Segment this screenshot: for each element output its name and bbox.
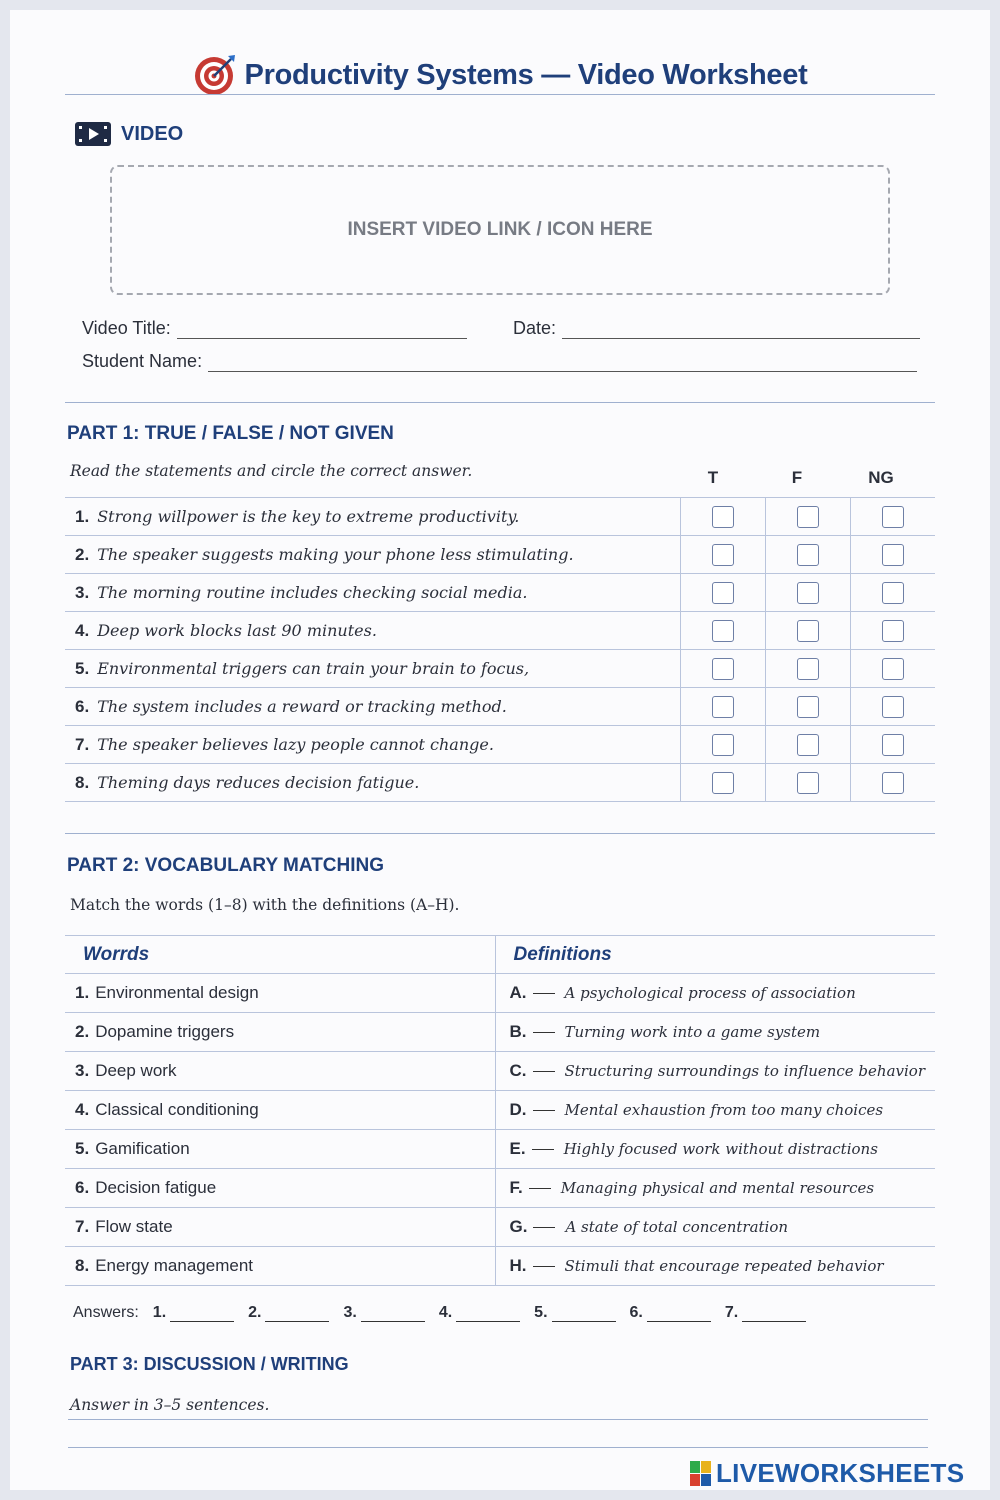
date-field xyxy=(513,318,920,339)
part2-instructions: Match the words (1–8) with the definitions (A–H). xyxy=(70,896,460,914)
answer-number: 1. xyxy=(152,1304,167,1321)
checkbox-true[interactable] xyxy=(712,506,734,528)
checkbox-false[interactable] xyxy=(797,582,819,604)
definition-blank[interactable] xyxy=(529,1188,551,1189)
answer-number: 2. xyxy=(248,1304,262,1321)
definition-letter: B. xyxy=(509,1022,527,1041)
word-text: Deep work xyxy=(95,1061,177,1080)
statement-row xyxy=(65,764,935,802)
statement-text: Strong willpower is the key to extreme productivity. xyxy=(97,506,520,526)
checkbox-false[interactable] xyxy=(797,696,819,718)
checkbox-not-given[interactable] xyxy=(882,658,904,680)
answer-blank[interactable] xyxy=(456,1308,520,1322)
word-text: Energy management xyxy=(95,1256,254,1275)
statement-number: 6. xyxy=(75,696,90,716)
checkbox-true[interactable] xyxy=(712,582,734,604)
words-column-header: Worrds xyxy=(65,936,495,974)
word-text: Flow state xyxy=(95,1217,173,1236)
answer-blank[interactable] xyxy=(170,1308,234,1322)
definition-text: Turning work into a game system xyxy=(564,1023,821,1041)
answer-item xyxy=(725,1304,806,1322)
answer-item xyxy=(343,1304,424,1322)
page-header xyxy=(10,50,990,100)
checkbox-not-given[interactable] xyxy=(882,734,904,756)
part3-title: PART 3: DISCUSSION / WRITING xyxy=(70,1354,349,1374)
vocabulary-matching-table xyxy=(65,935,935,1286)
word-number: 8. xyxy=(75,1256,90,1275)
video-title-label: Video Title: xyxy=(82,318,171,338)
statement-text: The morning routine includes checking social media. xyxy=(97,582,528,602)
checkbox-false[interactable] xyxy=(797,734,819,756)
answer-blank[interactable] xyxy=(647,1308,711,1322)
answers-row xyxy=(73,1304,806,1322)
answers-label: Answers: xyxy=(73,1304,139,1321)
definition-text: A psychological process of association xyxy=(564,984,856,1002)
word-text: Environmental design xyxy=(95,983,259,1002)
column-header-ng: NG xyxy=(868,468,894,487)
definition-blank[interactable] xyxy=(533,1266,555,1267)
answer-blank[interactable] xyxy=(265,1308,329,1322)
statement-row xyxy=(65,726,935,764)
definition-text: A state of total concentration xyxy=(565,1218,789,1236)
table-row xyxy=(65,1208,935,1247)
definition-letter: G. xyxy=(509,1217,528,1236)
answer-number: 4. xyxy=(438,1304,453,1321)
tfng-column-headers xyxy=(693,468,901,488)
definition-letter: C. xyxy=(509,1061,527,1080)
statement-text: The system includes a reward or tracking method. xyxy=(97,696,507,716)
word-text: Dopamine triggers xyxy=(95,1022,235,1041)
word-text: Decision fatigue xyxy=(95,1178,217,1197)
liveworksheets-logo xyxy=(690,1458,964,1489)
date-label: Date: xyxy=(513,318,557,338)
table-row xyxy=(65,1169,935,1208)
table-row xyxy=(65,1052,935,1091)
answer-number: 5. xyxy=(534,1304,548,1321)
definition-text: Managing physical and mental resources xyxy=(560,1179,875,1197)
video-title-blank[interactable] xyxy=(177,321,467,339)
video-label: VIDEO xyxy=(121,122,184,145)
checkbox-false[interactable] xyxy=(797,772,819,794)
table-header-row xyxy=(65,936,935,974)
checkbox-true[interactable] xyxy=(712,658,734,680)
definitions-column-header: Definitions xyxy=(495,936,935,974)
word-number: 6. xyxy=(75,1178,90,1197)
checkbox-false[interactable] xyxy=(797,658,819,680)
statement-row xyxy=(65,650,935,688)
definition-blank[interactable] xyxy=(533,1227,555,1228)
word-text: Gamification xyxy=(95,1139,190,1158)
checkbox-not-given[interactable] xyxy=(882,506,904,528)
page-title: Productivity Systems — Video Worksheet xyxy=(244,58,808,91)
student-name-blank[interactable] xyxy=(208,354,917,372)
checkbox-true[interactable] xyxy=(712,544,734,566)
part1-divider xyxy=(65,833,935,834)
date-blank[interactable] xyxy=(562,321,920,339)
definition-letter: H. xyxy=(509,1256,527,1275)
definition-blank[interactable] xyxy=(533,1071,555,1072)
header-divider xyxy=(65,94,935,95)
statement-text: The speaker believes lazy people cannot change. xyxy=(97,734,494,754)
part1-instructions: Read the statements and circle the correct answer. xyxy=(70,462,473,480)
answer-item xyxy=(630,1304,711,1322)
column-header-f: F xyxy=(791,468,803,487)
checkbox-false[interactable] xyxy=(797,544,819,566)
statement-row xyxy=(65,612,935,650)
writing-line[interactable] xyxy=(68,1419,928,1420)
definition-text: Structuring surroundings to influence behavior xyxy=(564,1062,925,1080)
statement-number: 2. xyxy=(75,544,90,564)
checkbox-not-given[interactable] xyxy=(882,696,904,718)
word-number: 3. xyxy=(75,1061,90,1080)
statement-text: Environmental triggers can train your brain to focus, xyxy=(97,658,530,678)
part3-instructions: Answer in 3–5 sentences. xyxy=(70,1396,270,1414)
definition-text: Highly focused work without distractions xyxy=(563,1140,878,1158)
table-row xyxy=(65,1013,935,1052)
answer-blank[interactable] xyxy=(552,1308,616,1322)
statement-row xyxy=(65,574,935,612)
word-text: Classical conditioning xyxy=(95,1100,259,1119)
video-section-label xyxy=(75,122,183,146)
student-name-field xyxy=(82,351,917,372)
answer-number: 7. xyxy=(724,1304,739,1321)
definition-text: Mental exhaustion from too many choices xyxy=(564,1101,884,1119)
part1-title: PART 1: TRUE / FALSE / NOT GIVEN xyxy=(67,423,394,444)
table-row xyxy=(65,1091,935,1130)
checkbox-true[interactable] xyxy=(712,696,734,718)
statement-row xyxy=(65,536,935,574)
liveworksheets-brand: LIVEWORKSHEETS xyxy=(716,1458,965,1488)
checkbox-true[interactable] xyxy=(712,620,734,642)
word-number: 7. xyxy=(75,1217,90,1236)
target-icon xyxy=(193,53,237,97)
video-title-field xyxy=(82,318,467,339)
checkbox-true[interactable] xyxy=(712,734,734,756)
definition-letter: E. xyxy=(509,1139,526,1158)
word-number: 2. xyxy=(75,1022,90,1041)
answer-item xyxy=(248,1304,329,1322)
video-placeholder-text: INSERT VIDEO LINK / ICON HERE xyxy=(347,219,653,240)
word-number: 4. xyxy=(75,1100,90,1119)
definition-letter: A. xyxy=(509,983,527,1002)
checkbox-false[interactable] xyxy=(797,620,819,642)
statement-row xyxy=(65,688,935,726)
statement-number: 8. xyxy=(75,772,90,792)
definition-blank[interactable] xyxy=(533,993,555,994)
statement-number: 7. xyxy=(75,734,90,754)
table-row xyxy=(65,1130,935,1169)
word-number: 5. xyxy=(75,1139,90,1158)
video-placeholder-box[interactable] xyxy=(110,165,890,295)
checkbox-true[interactable] xyxy=(712,772,734,794)
definition-blank[interactable] xyxy=(533,1032,555,1033)
checkbox-not-given[interactable] xyxy=(882,620,904,642)
table-row xyxy=(65,974,935,1013)
statement-text: The speaker suggests making your phone less stimulating. xyxy=(97,544,574,564)
answer-number: 6. xyxy=(629,1304,643,1321)
video-icon xyxy=(75,122,111,146)
statement-text: Deep work blocks last 90 minutes. xyxy=(97,620,377,640)
answer-blank[interactable] xyxy=(742,1308,806,1322)
liveworksheets-icon xyxy=(690,1461,712,1487)
checkbox-not-given[interactable] xyxy=(882,772,904,794)
answer-item xyxy=(534,1304,615,1322)
checkbox-not-given[interactable] xyxy=(882,544,904,566)
writing-line[interactable] xyxy=(68,1447,928,1448)
true-false-table xyxy=(65,497,935,802)
statement-number: 1. xyxy=(75,506,90,526)
answer-item xyxy=(153,1304,234,1322)
statement-text: Theming days reduces decision fatigue. xyxy=(97,772,420,792)
word-number: 1. xyxy=(75,983,90,1002)
checkbox-false[interactable] xyxy=(797,506,819,528)
checkbox-not-given[interactable] xyxy=(882,582,904,604)
definition-letter: D. xyxy=(509,1100,527,1119)
statement-row xyxy=(65,498,935,536)
student-name-label: Student Name: xyxy=(82,351,203,371)
table-row xyxy=(65,1247,935,1286)
definition-letter: F. xyxy=(509,1178,523,1197)
answer-item xyxy=(439,1304,520,1322)
answer-blank[interactable] xyxy=(361,1308,425,1322)
worksheet-page xyxy=(10,10,990,1490)
definition-text: Stimuli that encourage repeated behavior xyxy=(564,1257,884,1275)
part2-title: PART 2: VOCABULARY MATCHING xyxy=(67,855,385,876)
answer-number: 3. xyxy=(343,1304,357,1321)
definition-blank[interactable] xyxy=(532,1149,554,1150)
definition-blank[interactable] xyxy=(533,1110,555,1111)
statement-number: 5. xyxy=(75,658,90,678)
column-header-t: T xyxy=(707,468,719,487)
statement-number: 3. xyxy=(75,582,90,602)
statement-number: 4. xyxy=(75,620,90,640)
fields-divider xyxy=(65,402,935,403)
